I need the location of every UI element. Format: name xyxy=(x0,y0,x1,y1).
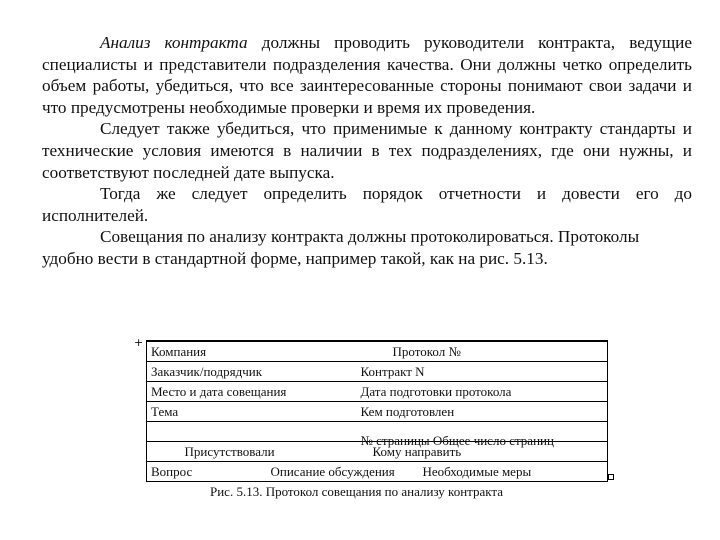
cell-measures: Необходимые меры xyxy=(422,464,532,479)
cell-discussion: Описание обсуждения xyxy=(270,464,395,479)
figure-protocol-form xyxy=(134,336,612,480)
cell-attendees: Присутствовали xyxy=(184,444,275,459)
paragraph-2: Следует также убедиться, что применимые к данному контракту стандарты и технические условия имеются в наличии в тех подразделениях, где они нужны, и соответствуют последней дате выпуска. xyxy=(42,119,692,182)
table-row xyxy=(147,402,608,422)
cell-customer: Заказчик/подрядчик xyxy=(151,364,263,379)
paragraph-3: Тогда же следует определить порядок отчетности и довести его до исполнителей. xyxy=(42,184,692,225)
body-text xyxy=(42,32,692,270)
cell-meeting-place-date: Место и дата совещания xyxy=(151,384,287,399)
cell-page-count: № страницы Общее число страниц xyxy=(360,432,554,448)
table-row xyxy=(147,462,608,482)
table-row xyxy=(147,382,608,402)
resize-handle xyxy=(608,474,614,480)
figure-caption: Рис. 5.13. Протокол совещания по анализу контракта xyxy=(210,484,504,499)
paragraph-4: Совещания по анализу контракта должны протоколироваться. Протоколы удобно вести в стандартной форме, например такой, как на рис. 5.13. xyxy=(42,227,640,268)
italic-term: Анализ контракта xyxy=(100,33,248,52)
table-row xyxy=(147,341,608,362)
cell-prep-date: Дата подготовки протокола xyxy=(360,384,512,399)
object-anchor-icon: + xyxy=(134,336,144,349)
cell-company: Компания xyxy=(151,344,207,359)
paragraph-1 xyxy=(42,32,692,118)
table-row xyxy=(147,422,608,442)
paragraph-1-text: должны проводить руководители контракта, ведущие специалисты и представители подразделения качества. Они должны четко определить объем работы, убедиться, что все заинтересованные стороны понимают свои задачи и что предусмотрены необходимые проверки и время их проведения. xyxy=(42,33,693,117)
cell-send-to: Кому направить xyxy=(372,444,462,459)
table-row xyxy=(147,362,608,382)
cell-prepared-by: Кем подготовлен xyxy=(360,404,455,419)
cell-contract-no: Контракт N xyxy=(360,364,425,379)
cell-question: Вопрос xyxy=(151,464,193,479)
protocol-table xyxy=(146,340,608,482)
cell-protocol-no: Протокол № xyxy=(392,344,461,359)
cell-topic: Тема xyxy=(151,404,179,419)
